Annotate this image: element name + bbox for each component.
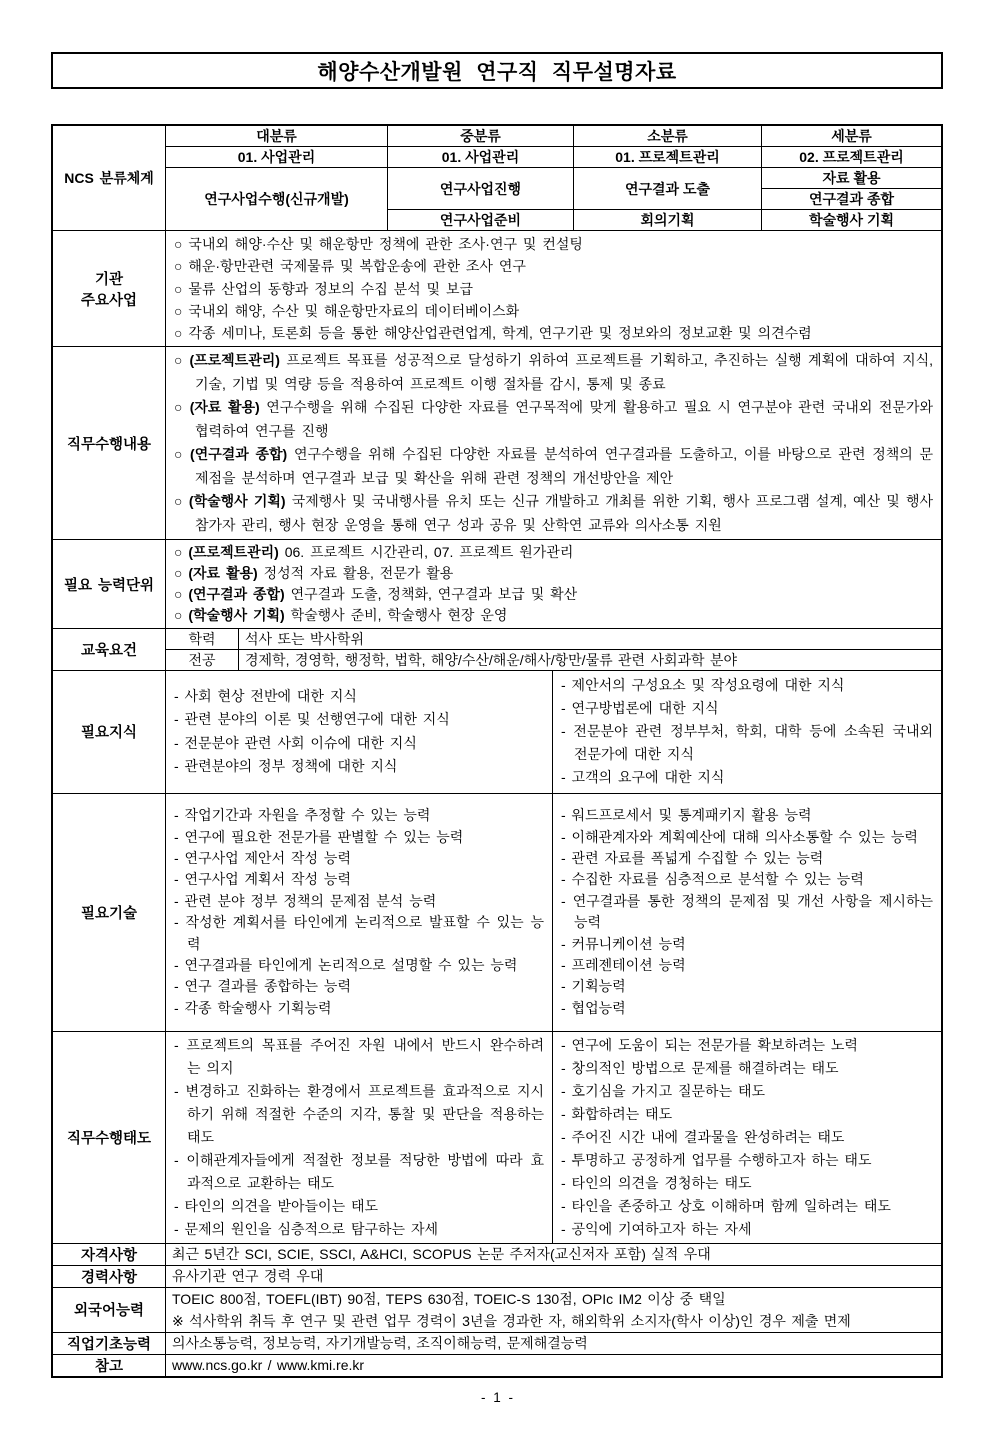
basic-skills-value: 의사소통능력, 정보능력, 자기개발능력, 조직이해능력, 문제해결능력: [166, 1332, 942, 1354]
list-item: - 타인의 의견을 경청하는 태도: [561, 1174, 752, 1191]
list-item: ○ (프로젝트관리) 프로젝트 목표를 성공적으로 달성하기 위하여 프로젝트를 기획하고, 추진하는 실행 계획에 대하여 지식, 기술, 기법 및 역량 등을 적용하여 프로젝트 이행 절차를 감시, 통제 및 종료: [174, 352, 934, 392]
list-item: - 투명하고 공정하게 업무를 수행하고자 하는 태도: [561, 1151, 872, 1168]
list-item: - 제안서의 구성요소 및 작성요령에 대한 지식: [561, 676, 845, 693]
table-row: [53, 1265, 942, 1287]
document-title-box: [51, 52, 943, 89]
table-row: [53, 628, 942, 649]
table-row: [53, 540, 942, 628]
list-item: - 창의적인 방법으로 문제를 해결하려는 태도: [561, 1059, 839, 1076]
list-item: - 고객의 요구에 대한 지식: [561, 769, 725, 786]
language-line: TOEIC 800점, TOEFL(IBT) 90점, TEPS 630점, TOEIC-S 130점, OPIc IM2 이상 중 택일: [172, 1290, 726, 1307]
ncs-header-major: 대분류: [166, 126, 388, 147]
knowledge-left-items: [166, 670, 553, 793]
table-row: [53, 1354, 942, 1376]
list-item: ○ (자료 활용) 정성적 자료 활용, 전문가 활용: [174, 565, 454, 582]
ncs-classification-table: [52, 125, 942, 231]
table-row: [53, 670, 942, 793]
knowledge-section: [52, 670, 942, 794]
ncs-code-middle: 01. 사업관리: [388, 147, 574, 168]
list-item: - 연구에 도움이 되는 전문가를 확보하려는 노력: [561, 1036, 858, 1053]
list-item: - 관련 자료를 폭넓게 수집할 수 있는 능력: [561, 849, 824, 866]
skills-right-items: [553, 793, 942, 1031]
language-value: [166, 1287, 942, 1332]
job-duties-section: [52, 346, 942, 540]
table-row: [53, 147, 942, 168]
career-value: 유사기관 연구 경력 우대: [166, 1265, 942, 1287]
list-item: ○ 해운·항만관련 국제물류 및 복합운송에 관한 조사 연구: [174, 258, 526, 275]
ncs-major-value: 연구사업수행(신규개발): [166, 168, 388, 231]
list-item: ○ 국내외 해양, 수산 및 해운항만자료의 데이터베이스화: [174, 302, 520, 319]
ncs-code-detail: 02. 프로젝트관리: [762, 147, 942, 168]
list-item: - 연구결과를 통한 정책의 문제점 및 개선 사항을 제시하는 능력: [561, 892, 933, 931]
list-item: - 이해관계자들에게 적절한 정보를 적당한 방법에 따라 효과적으로 교환하는 태도: [174, 1151, 544, 1191]
language-label: 외국어능력: [53, 1287, 166, 1332]
education-major-value: 경제학, 경영학, 행정학, 법학, 해양/수산/해운/해사/항만/물류 관련 사회과학 분야: [239, 649, 942, 670]
skills-section: [52, 793, 942, 1032]
table-row: [53, 793, 942, 1031]
attitude-left-items: [166, 1031, 553, 1243]
ncs-header-middle: 중분류: [388, 126, 574, 147]
competency-units-label: 필요 능력단위: [53, 540, 166, 628]
org-business-section: [52, 230, 942, 347]
education-degree-key: 학력: [166, 628, 239, 649]
ncs-code-major: 01. 사업관리: [166, 147, 388, 168]
list-item: - 연구방법론에 대한 지식: [561, 699, 719, 716]
reference-value: www.ncs.go.kr / www.kmi.re.kr: [166, 1354, 942, 1376]
list-item: - 공익에 기여하고자 하는 자세: [561, 1220, 752, 1237]
ncs-middle-value-2: 연구사업준비: [388, 210, 574, 231]
table-row: [53, 347, 942, 540]
education-major-key: 전공: [166, 649, 239, 670]
page-title: 해양수산개발원 연구직 직무설명자료: [317, 60, 677, 84]
skills-label: 필요기술: [53, 793, 166, 1031]
list-item: - 변경하고 진화하는 환경에서 프로젝트를 효과적으로 지시하기 위해 적절한 수준의 지각, 통찰 및 판단을 적용하는 태도: [174, 1082, 544, 1145]
table-row: [53, 126, 942, 147]
language-exemption-note: ※ 석사학위 취득 후 연구 및 관련 업무 경력이 3년을 경과한 자, 해외학위 소지자(학사 이상)인 경우 제출 면제: [172, 1312, 851, 1329]
ncs-middle-value-1: 연구사업진행: [388, 168, 574, 210]
list-item: - 연구에 필요한 전문가를 판별할 수 있는 능력: [174, 828, 464, 845]
list-item: - 작성한 계획서를 타인에게 논리적으로 발표할 수 있는 능력: [174, 914, 544, 952]
ncs-detail-value-3: 학술행사 기획: [762, 210, 942, 231]
list-item: - 연구결과를 타인에게 논리적으로 설명할 수 있는 능력: [174, 956, 518, 973]
bottom-rows-section: [52, 1243, 942, 1377]
list-item: - 화합하려는 태도: [561, 1105, 673, 1122]
list-item: - 커뮤니케이션 능력: [561, 935, 686, 952]
list-item: ○ (연구결과 종합) 연구수행을 위해 수집된 다양한 자료를 분석하여 연구결과를 도출하고, 이를 바탕으로 관련 정책의 문제점을 분석하며 연구결과 보급 및 확산을 위해 관련 정책의 개선방안을 제안: [174, 446, 934, 486]
ncs-detail-value-1: 자료 활용: [762, 168, 942, 189]
list-item: - 연구 결과를 종합하는 능력: [174, 978, 351, 995]
ncs-minor-value-2: 회의기획: [574, 210, 762, 231]
list-item: ○ (프로젝트관리) 06. 프로젝트 시간관리, 07. 프로젝트 원가관리: [174, 544, 574, 561]
list-item: - 전문분야 관련 정부부처, 학회, 대학 등에 소속된 국내외 전문가에 대한 지식: [561, 723, 933, 763]
attitude-right-items: [553, 1031, 942, 1243]
list-item: - 수집한 자료를 심층적으로 분석할 수 있는 능력: [561, 871, 864, 888]
list-item: - 작업기간과 자원을 추정할 수 있는 능력: [174, 807, 431, 824]
education-degree-value: 석사 또는 박사학위: [239, 628, 942, 649]
ncs-header-minor: 소분류: [574, 126, 762, 147]
list-item: ○ (연구결과 종합) 연구결과 도출, 정책화, 연구결과 보급 및 확산: [174, 586, 578, 603]
list-item: - 연구사업 제안서 작성 능력: [174, 849, 351, 866]
attitude-label: 직무수행태도: [53, 1031, 166, 1243]
skills-left-items: [166, 793, 553, 1031]
table-row: [53, 231, 942, 347]
document-page: [51, 52, 943, 1405]
list-item: ○ 각종 세미나, 토론회 등을 통한 해양산업관련업계, 학계, 연구기관 및 정보와의 정보교환 및 의견수렴: [174, 325, 812, 342]
list-item: - 관련 분야 정부 정책의 문제점 분석 능력: [174, 892, 437, 909]
ncs-code-minor: 01. 프로젝트관리: [574, 147, 762, 168]
ncs-minor-value-1: 연구결과 도출: [574, 168, 762, 210]
attitude-section: [52, 1031, 942, 1244]
list-item: - 문제의 원인을 심층적으로 탐구하는 자세: [174, 1220, 439, 1237]
qualification-value: 최근 5년간 SCI, SCIE, SSCI, A&HCI, SCOPUS 논문 주저자(교신저자 포함) 실적 우대: [166, 1243, 942, 1265]
reference-label: 참고: [53, 1354, 166, 1376]
org-business-label: 기관 주요사업: [53, 231, 166, 347]
table-row: [53, 1243, 942, 1265]
list-item: - 워드프로세서 및 통계패키지 활용 능력: [561, 807, 812, 824]
list-item: - 기획능력: [561, 978, 626, 995]
competency-units-items: [166, 540, 942, 628]
career-label: 경력사항: [53, 1265, 166, 1287]
list-item: ○ (학술행사 기획) 학술행사 준비, 학술행사 현장 운영: [174, 606, 508, 623]
list-item: - 프레젠테이션 능력: [561, 956, 686, 973]
ncs-detail-value-2: 연구결과 종합: [762, 189, 942, 210]
job-duties-items: [166, 347, 942, 540]
table-row: [53, 168, 942, 189]
list-item: ○ 물류 산업의 동향과 정보의 수집 분석 및 보급: [174, 280, 474, 297]
table-row: [53, 1287, 942, 1332]
org-business-items: [166, 231, 942, 347]
knowledge-right-items: [553, 670, 942, 793]
page-number: - 1 -: [480, 1389, 513, 1405]
list-item: - 전문분야 관련 사회 이슈에 대한 지식: [174, 734, 417, 751]
list-item: - 관련 분야의 이론 및 선행연구에 대한 지식: [174, 711, 450, 728]
list-item: - 연구사업 계획서 작성 능력: [174, 871, 351, 888]
list-item: - 타인의 의견을 받아들이는 태도: [174, 1197, 379, 1214]
list-item: - 이해관계자와 계획예산에 대해 의사소통할 수 있는 능력: [561, 828, 918, 845]
list-item: - 협업능력: [561, 999, 626, 1016]
list-item: - 프로젝트의 목표를 주어진 자원 내에서 반드시 완수하려는 의지: [174, 1036, 544, 1076]
basic-skills-label: 직업기초능력: [53, 1332, 166, 1354]
list-item: ○ (자료 활용) 연구수행을 위해 수집된 다양한 자료를 연구목적에 맞게 활용하고 필요 시 연구분야 관련 국내외 전문가와 협력하여 연구를 진행: [174, 399, 933, 439]
list-item: - 각종 학술행사 기획능력: [174, 999, 332, 1016]
education-label: 교육요건: [53, 628, 166, 670]
competency-units-section: [52, 539, 942, 628]
table-row: [53, 1332, 942, 1354]
job-description-table: [51, 124, 943, 1378]
list-item: - 호기심을 가지고 질문하는 태도: [561, 1082, 766, 1099]
knowledge-label: 필요지식: [53, 670, 166, 793]
list-item: - 사회 현상 전반에 대한 지식: [174, 688, 357, 705]
ncs-section-label: NCS 분류체계: [53, 126, 166, 231]
ncs-header-detail: 세분류: [762, 126, 942, 147]
education-section: [52, 628, 942, 671]
job-duties-label: 직무수행내용: [53, 347, 166, 540]
list-item: ○ 국내외 해양·수산 및 해운항만 정책에 관한 조사·연구 및 컨설팅: [174, 236, 583, 252]
table-row: [53, 1031, 942, 1243]
table-row: [53, 649, 942, 670]
list-item: ○ (학술행사 기획) 국제행사 및 국내행사를 유치 또는 신규 개발하고 개최를 위한 기획, 행사 프로그램 설계, 예산 및 행사 참가자 관리, 행사 현장 운영을 통해 연구 성과 공유 및 산학연 교류와 의사소통 지원: [174, 493, 933, 533]
list-item: - 관련분야의 정부 정책에 대한 지식: [174, 757, 398, 774]
qualification-label: 자격사항: [53, 1243, 166, 1265]
list-item: - 주어진 시간 내에 결과물을 완성하려는 태도: [561, 1128, 845, 1145]
list-item: - 타인을 존중하고 상호 이해하며 함께 일하려는 태도: [561, 1197, 891, 1214]
